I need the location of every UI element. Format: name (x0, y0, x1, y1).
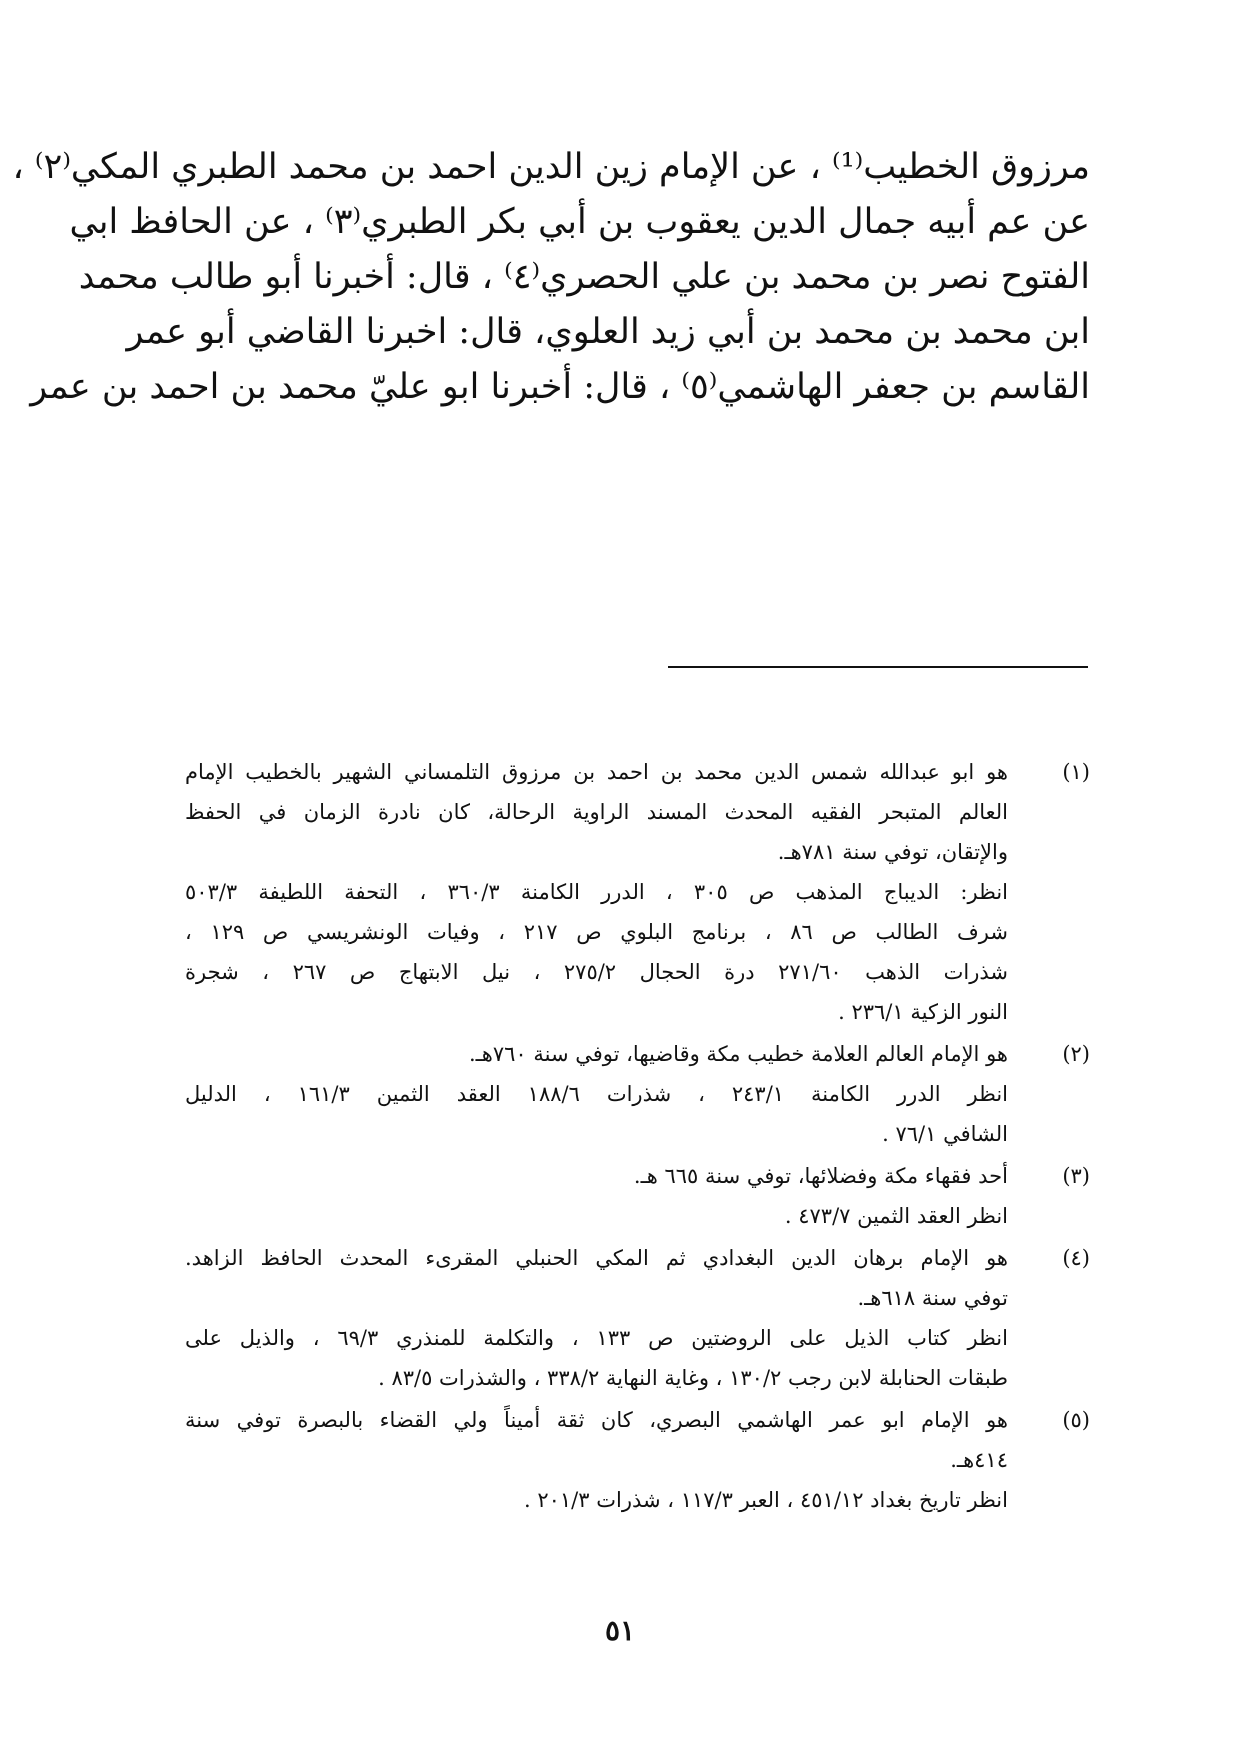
main-text-line: القاسم بن جعفر الهاشمي⁽٥⁾ ، قال: أخبرنا ابو عليّ محمد بن احمد بن عمر (30, 367, 1090, 407)
footnote-line: هو الإمام ابو عمر الهاشمي البصري، كان ثقة أميناً ولي القضاء بالبصرة توفي سنة (185, 1408, 1008, 1432)
footnote-line: الشافي ٧٦/١ . (882, 1122, 1008, 1146)
main-text-line: ابن محمد بن محمد بن أبي زيد العلوي، قال: اخبرنا القاضي أبو عمر (126, 312, 1090, 352)
footnote-line: هو الإمام العالم العلامة خطيب مكة وقاضيها، توفي سنة ٧٦٠هـ. (468, 1042, 1008, 1066)
footnote-line: أحد فقهاء مكة وفضلائها، توفي سنة ٦٦٥ هـ. (633, 1164, 1008, 1188)
footnote-line: هو ابو عبدالله شمس الدين محمد بن احمد بن مرزوق التلمساني الشهير بالخطيب الإمام (185, 760, 1008, 784)
footnote-3 (185, 1156, 1090, 1236)
footnote-line: انظر العقد الثمين ٤٧٣/٧ . (784, 1204, 1008, 1228)
footnote-line: طبقات الحنابلة لابن رجب ١٣٠/٢ ، وغاية النهاية ٣٣٨/٢ ، والشذرات ٨٣/٥ . (378, 1366, 1008, 1390)
footnote-line: شرف الطالب ص ٨٦ ، برنامج البلوي ص ٢١٧ ، وفيات الونشريسي ص ١٢٩ ، (185, 920, 1008, 944)
footnote-line: انظر: الديباج المذهب ص ٣٠٥ ، الدرر الكامنة ٣٦٠/٣ ، التحفة اللطيفة ٥٠٣/٣ (185, 880, 1009, 904)
page-number: ٥١ (604, 1614, 636, 1647)
footnote-line: انظر تاريخ بغداد ٤٥١/١٢ ، العبر ١١٧/٣ ، شذرات ٢٠١/٣ . (523, 1488, 1008, 1512)
main-text-line: مرزوق الخطيب⁽¹⁾ ، عن الإمام زين الدين احمد بن محمد الطبري المكي⁽٢⁾ ، (12, 147, 1090, 187)
footnote-separator (668, 666, 1088, 668)
footnote-2 (185, 1034, 1090, 1154)
footnote-line: والإتقان، توفي سنة ٧٨١هـ. (777, 840, 1008, 864)
footnote-line: هو الإمام برهان الدين البغدادي ثم المكي الحنبلي المقرىء المحدث الحافظ الزاهد. (185, 1246, 1008, 1270)
footnote-line: العالم المتبحر الفقيه المحدث المسند الراوية الرحالة، كان نادرة الزمان في الحفظ (185, 800, 1008, 824)
footnote-4 (185, 1238, 1090, 1398)
footnote-number: (٣) (1062, 1164, 1090, 1188)
footnote-number: (٢) (1062, 1042, 1090, 1066)
footnote-number: (٥) (1062, 1408, 1090, 1432)
main-text-line: الفتوح نصر بن محمد بن علي الحصري⁽٤⁾ ، قال: أخبرنا أبو طالب محمد (78, 257, 1090, 297)
footnote-number: (١) (1062, 760, 1090, 784)
footnote-line: النور الزكية ٢٣٦/١ . (838, 1000, 1008, 1024)
footnote-line: ٤١٤هـ. (950, 1448, 1008, 1472)
footnote-line: شذرات الذهب ٢٧١/٦٠ درة الحجال ٢٧٥/٢ ، نيل الابتهاج ص ٢٦٧ ، شجرة (185, 960, 1008, 984)
footnote-line: توفي سنة ٦١٨هـ. (857, 1286, 1008, 1310)
footnotes-block (185, 752, 1090, 1522)
footnote-line: انظر كتاب الذيل على الروضتين ص ١٣٣ ، والتكلمة للمنذري ٦٩/٣ ، والذيل على (185, 1326, 1008, 1350)
footnote-line: انظر الدرر الكامنة ٢٤٣/١ ، شذرات ١٨٨/٦ العقد الثمين ١٦١/٣ ، الدليل (185, 1082, 1009, 1106)
main-text-block (12, 140, 1090, 415)
main-text-line: عن عم أبيه جمال الدين يعقوب بن أبي بكر الطبري⁽٣⁾ ، عن الحافظ ابي (69, 202, 1090, 242)
footnote-5 (185, 1400, 1090, 1520)
footnote-number: (٤) (1062, 1246, 1090, 1270)
footnote-1 (185, 752, 1090, 1032)
